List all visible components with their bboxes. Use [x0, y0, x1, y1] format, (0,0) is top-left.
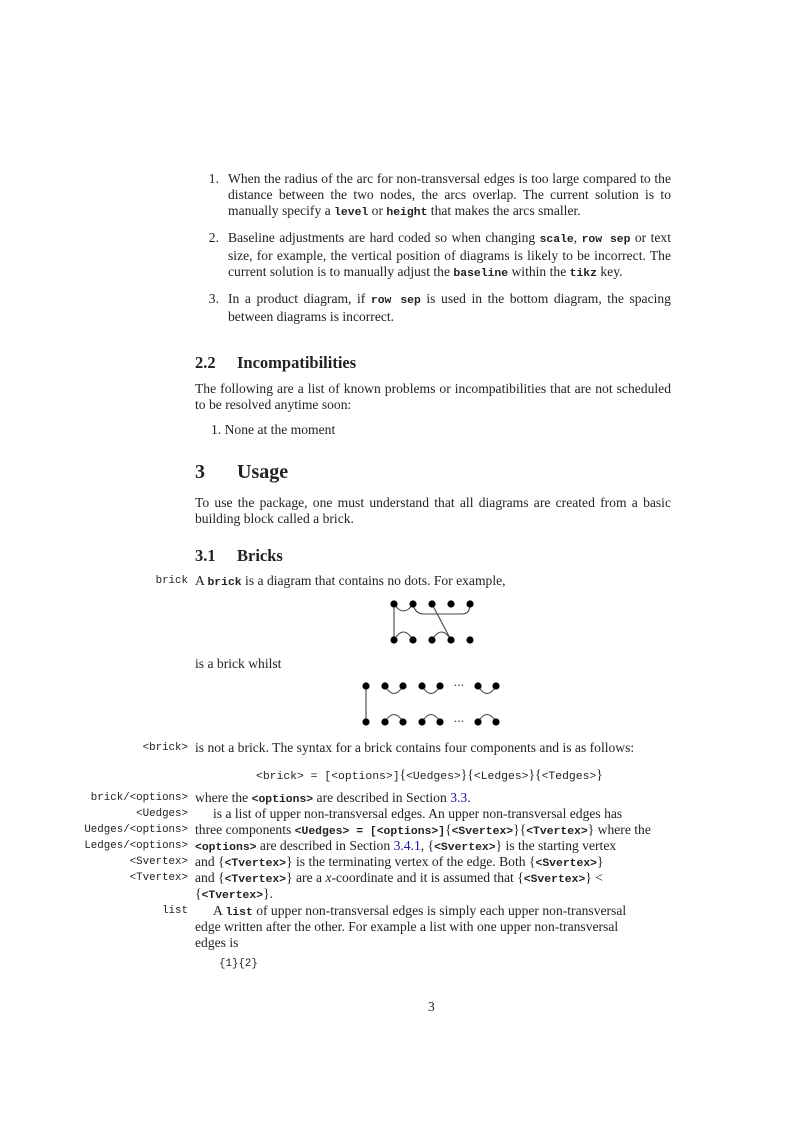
item-number: 3. [208, 291, 219, 306]
non-brick-diagram [356, 677, 506, 729]
incompatibilities-intro: The following are a list of known problems or incompatibilities that are not scheduled to be resolved anytime soon: [195, 381, 671, 412]
text: three components [195, 822, 295, 837]
brick-diagram [380, 592, 490, 648]
text: is a diagram that contains no dots. For example, [241, 573, 506, 588]
code: tikz [569, 268, 597, 280]
text: are a [292, 870, 326, 885]
section-link-3-3[interactable]: 3.3 [450, 790, 468, 805]
text: . [269, 886, 273, 901]
node [492, 682, 499, 689]
item-text [228, 230, 671, 282]
page-number: 3 [428, 999, 435, 1014]
code: level [334, 207, 369, 219]
line [195, 903, 671, 919]
text: is a list of upper non-transversal edges. An upper non-transversal edges has [213, 806, 623, 821]
syntax-lhs: <brick> = [<options>] [256, 771, 400, 783]
code: row sep [370, 295, 421, 307]
item-text: None at the moment [224, 422, 336, 437]
text: and [195, 854, 219, 869]
code: <options> [195, 842, 257, 854]
text: is used in the bottom diagram, the spacing between diagrams is incorrect. [228, 291, 671, 324]
text: A [213, 903, 226, 918]
node [381, 682, 388, 689]
section-title: Usage [237, 461, 289, 483]
text: key. [596, 264, 623, 279]
line: <options> are described in Section 3.4.1, {<Svertex>} is the starting vertex [195, 838, 617, 854]
text: . [467, 790, 471, 805]
section-number: 3 [195, 461, 205, 483]
code-brick: brick [207, 577, 242, 589]
problem-item [203, 230, 671, 282]
section-heading-3 [195, 460, 495, 484]
text: or text size, for example, the vertical position of diagrams is likely to be incorrect. The current solution is to manually adjust the [228, 230, 671, 279]
node [428, 636, 435, 643]
less-than: < [595, 870, 603, 885]
node [492, 718, 499, 725]
text: In a product diagram, if [228, 291, 371, 306]
item-text [228, 291, 671, 325]
section-heading-2-2 [195, 353, 495, 373]
code: <Svertex> [523, 874, 586, 886]
margin-note-list: list [162, 905, 188, 917]
node [447, 600, 454, 607]
node [418, 682, 425, 689]
code: <Uedges> = [<options>] [294, 826, 446, 838]
node [474, 682, 481, 689]
node [381, 718, 388, 725]
code: <Svertex> [451, 826, 514, 838]
line: {<Tvertex>}. [195, 886, 273, 902]
text: and [195, 870, 219, 885]
brick-definition [195, 573, 506, 591]
is-brick-text: is a brick whilst [195, 656, 282, 671]
usage-intro: To use the package, one must understand that all diagrams are created from a basic building block called a brick. [195, 495, 671, 526]
not-brick-text: is not a brick. The syntax for a brick contains four components and is as follows: [195, 740, 635, 755]
code: <Svertex> [434, 842, 496, 854]
node [466, 600, 473, 607]
code: <Tvertex> [224, 858, 287, 870]
text: is the starting vertex [502, 838, 617, 853]
margin-note-brick: brick [155, 575, 188, 587]
code: scale [539, 234, 574, 246]
code-example: {1}{2} [219, 958, 258, 970]
margin-note-uedges-options: Uedges/<options> [84, 824, 188, 836]
text: of upper non-transversal edges is simply each upper non-transversal [252, 903, 627, 918]
line: three components <Uedges> = [<options>]{<Svertex>}{<Tvertex>} where the [195, 822, 651, 838]
code: <Svertex> [535, 858, 598, 870]
section-number: 2.2 [195, 353, 216, 372]
code: baseline [453, 268, 509, 280]
node [436, 718, 443, 725]
node [362, 718, 369, 725]
line: edges is [195, 935, 239, 950]
line: and {<Tvertex>} are a x-coordinate and it is assumed that {<Svertex>} < [195, 870, 603, 886]
text: A [195, 573, 208, 588]
line: edge written after the other. For example a list with one upper non-transversal [195, 919, 619, 934]
text: are described in Section [256, 838, 394, 853]
transversal-edge-crossing [432, 604, 451, 640]
node [399, 682, 406, 689]
node [390, 600, 397, 607]
syntax-tedges: <Tedges> [541, 771, 597, 783]
node [409, 600, 416, 607]
syntax-ledges: <Ledges> [473, 771, 529, 783]
item-text [228, 171, 671, 221]
line [195, 806, 671, 822]
node [390, 636, 397, 643]
margin-note-uedges: <Uedges> [136, 808, 188, 820]
brick-syntax: <brick> = [<options>]{<Uedges>}{<Ledges>}{<Tedges>} [256, 767, 603, 783]
margin-note-ledges-options: Ledges/<options> [84, 840, 188, 852]
margin-note-svertex: <Svertex> [129, 856, 188, 868]
code: <Tvertex> [224, 874, 287, 886]
section-title: Incompatibilities [237, 353, 357, 372]
uedges-paragraph [195, 806, 671, 902]
problem-item [203, 291, 671, 325]
ellipsis-bottom: ··· [453, 715, 465, 728]
node [436, 682, 443, 689]
text: where the [195, 790, 252, 805]
code-list: list [225, 907, 253, 919]
margin-note-tvertex: <Tvertex> [129, 872, 188, 884]
node [474, 718, 481, 725]
problem-item [203, 171, 671, 221]
code: height [386, 207, 428, 219]
code: <Tvertex> [526, 826, 588, 838]
syntax-uedges: <Uedges> [406, 771, 461, 783]
text: where the [594, 822, 651, 837]
node [418, 718, 425, 725]
section-heading-3-1 [195, 546, 495, 566]
node [447, 636, 454, 643]
node [428, 600, 435, 607]
node [399, 718, 406, 725]
margin-note-brick-options: brick/<options> [90, 792, 188, 804]
text: Baseline adjustments are hard coded so when changing [228, 230, 540, 245]
text: are described in Section [313, 790, 451, 805]
section-number: 3.1 [195, 546, 216, 565]
text: , [573, 230, 582, 245]
ellipsis-top: ··· [453, 679, 465, 692]
text: is the terminating vertex of the edge. Both [292, 854, 529, 869]
upper-edge-2-5 [413, 604, 470, 614]
item-number: 1. [208, 171, 219, 186]
text: When the radius of the arc for non-transversal edges is too large compared to the distance between the two nodes, the arcs overlap. The current solution is to manually specify a [228, 171, 671, 218]
incompatibilities-item [211, 422, 335, 438]
line: and {<Tvertex>} is the terminating vertex of the edge. Both {<Svertex>} [195, 854, 604, 870]
text: or [368, 203, 387, 218]
code: <Tvertex> [201, 890, 264, 902]
item-number: 2. [208, 230, 219, 245]
text: within the [508, 264, 570, 279]
text: that makes the arcs smaller. [427, 203, 581, 218]
math-x: x [325, 870, 332, 885]
node [409, 636, 416, 643]
section-link-3-4-1[interactable]: 3.4.1 [393, 838, 421, 853]
margin-note-brick-tag: <brick> [142, 742, 188, 754]
code: row sep [581, 234, 631, 246]
item-number: 1. [211, 422, 222, 437]
text: -coordinate and it is assumed that [331, 870, 518, 885]
section-title: Bricks [237, 546, 283, 565]
code-options: <options> [251, 794, 314, 806]
node [466, 636, 473, 643]
list-paragraph [195, 903, 671, 951]
node [362, 682, 369, 689]
